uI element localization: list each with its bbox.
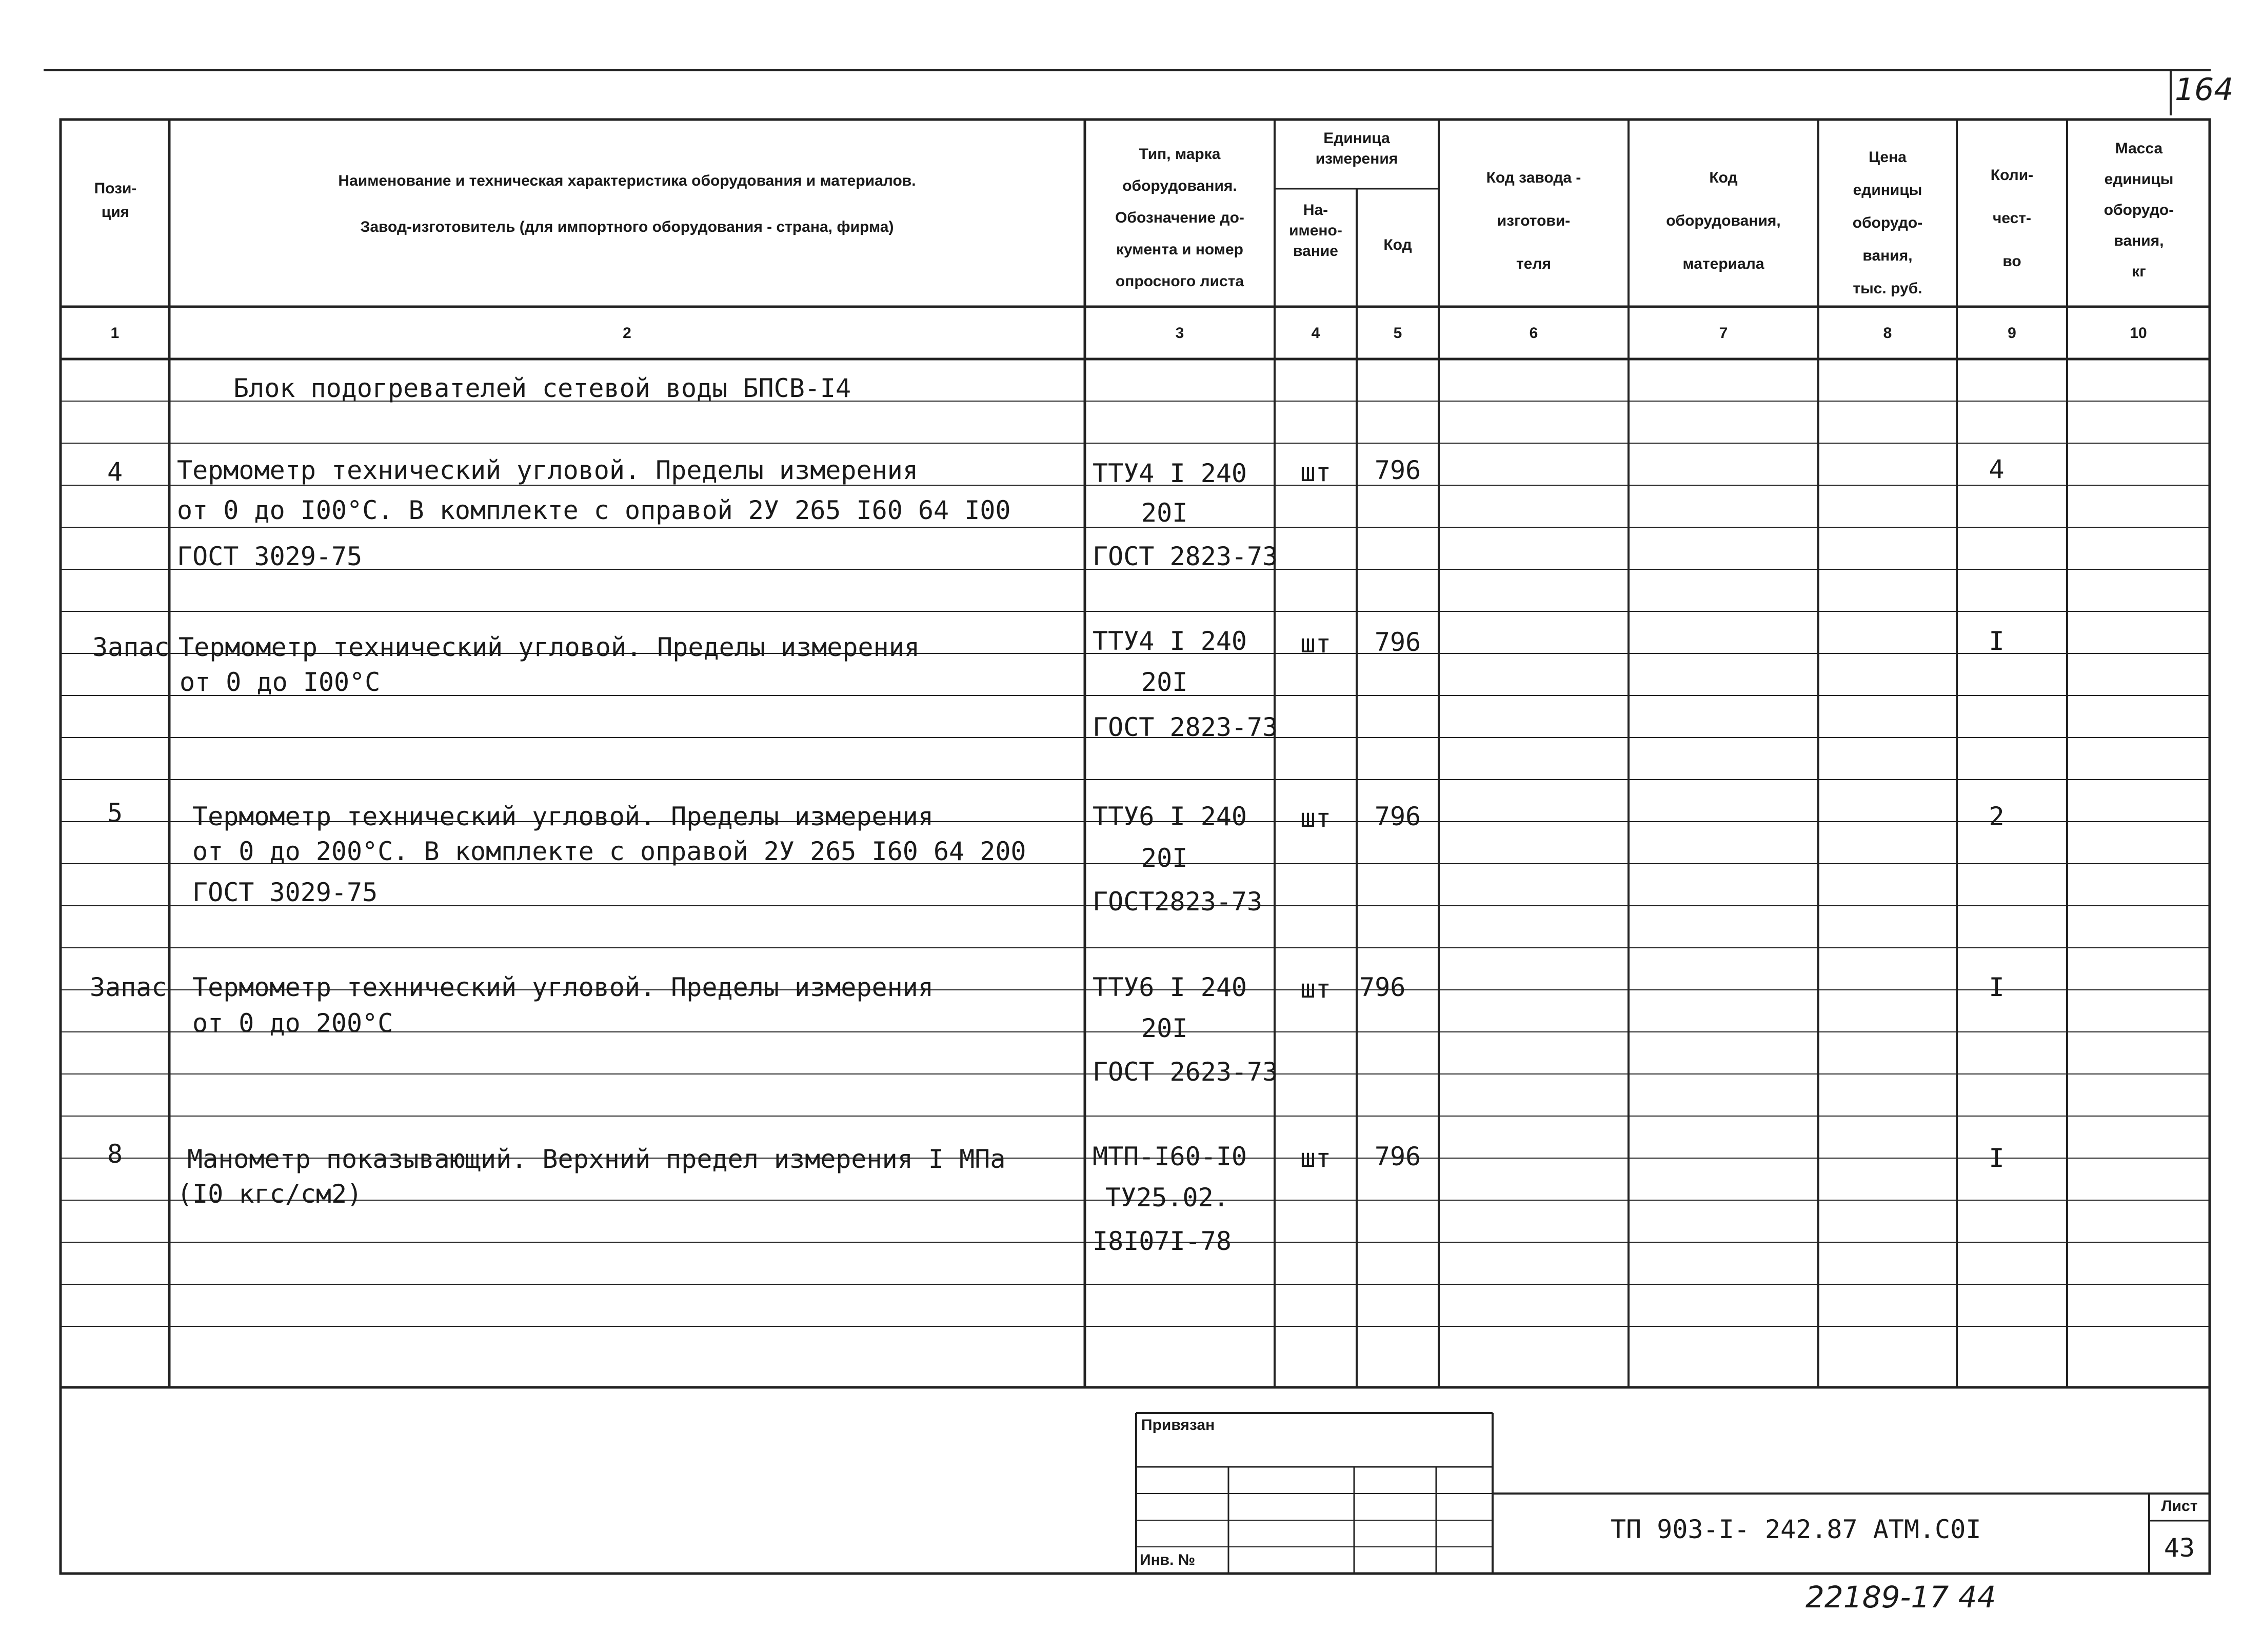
row-name: от 0 до I00°С. В комплекте с оправой 2У 265 I60 64 I00	[177, 495, 1011, 525]
header-unit-name: На- имено- вание	[1289, 202, 1342, 260]
column-number-8: 8	[1883, 325, 1892, 342]
column-number-9: 9	[2008, 325, 2016, 342]
row-unit: шт	[1300, 1143, 1332, 1173]
row-type: 20I	[1141, 498, 1188, 528]
column-number-2: 2	[623, 325, 631, 342]
stamp-privyazan-label: Привязан	[1141, 1417, 1215, 1434]
row-position: 5	[107, 798, 123, 828]
row-unit: шт	[1300, 457, 1332, 487]
row-type: I8I07I-78	[1093, 1226, 1232, 1256]
row-unit: шт	[1300, 974, 1332, 1004]
row-type: ГОСТ 2823-73	[1093, 712, 1278, 742]
row-position: 8	[107, 1139, 123, 1169]
row-code: 796	[1359, 972, 1406, 1002]
row-name: от 0 до 200°С. В комплекте с оправой 2У 265 I60 64 200	[192, 837, 1026, 866]
row-quantity: I	[1989, 972, 2004, 1002]
row-code: 796	[1374, 1142, 1421, 1171]
handwritten-archive-number: 22189-17 44	[1805, 1580, 1996, 1615]
row-type: ГОСТ2823-73	[1093, 887, 1263, 917]
column-number-6: 6	[1529, 325, 1538, 342]
row-position: Запас	[90, 972, 167, 1002]
row-type: 20I	[1141, 843, 1188, 873]
row-unit: шт	[1300, 803, 1332, 833]
row-quantity: I	[1989, 626, 2004, 656]
row-type: ТТУ6 I 240	[1093, 972, 1247, 1002]
row-position: Запас	[92, 632, 170, 662]
sheet-number: 43	[2163, 1533, 2195, 1563]
row-quantity: 4	[1989, 454, 2004, 484]
row-name: Термометр технический угловой. Пределы измерения	[177, 455, 918, 485]
row-name: (I0 кгс/см2)	[177, 1179, 363, 1209]
section-title: Блок подогревателей сетевой воды БПСВ-I4	[233, 373, 851, 403]
row-type: МТП-I60-I0	[1093, 1142, 1247, 1171]
row-name: Термометр технический угловой. Пределы измерения	[178, 632, 920, 662]
row-unit: шт	[1300, 629, 1332, 659]
column-number-10: 10	[2130, 325, 2147, 342]
header-factory-code: Код завода - изготови- теля	[1486, 169, 1581, 272]
row-type: ГОСТ 2623-73	[1093, 1057, 1278, 1087]
column-number-3: 3	[1175, 325, 1184, 342]
row-name: ГОСТ 3029-75	[177, 542, 363, 571]
stamp-inv-label: Инв. №	[1140, 1551, 1196, 1568]
row-name: от 0 до I00°С	[180, 667, 381, 697]
row-code: 796	[1374, 802, 1421, 831]
row-code: 796	[1374, 455, 1421, 485]
row-type: 20I	[1141, 667, 1188, 697]
row-quantity: I	[1989, 1143, 2004, 1173]
column-number-4: 4	[1311, 325, 1320, 342]
row-name: Манометр показывающий. Верхний предел измерения I МПа	[187, 1144, 1006, 1174]
row-position: 4	[107, 457, 123, 487]
header-name: Наименование и техническая характеристика оборудования и материалов.	[338, 172, 916, 189]
row-type: ТТУ4 I 240	[1093, 626, 1247, 656]
column-number-5: 5	[1393, 325, 1402, 342]
row-name: ГОСТ 3029-75	[192, 878, 378, 907]
header-manufacturer: Завод-изготовитель (для импортного оборудования - страна, фирма)	[360, 218, 894, 235]
header-equipment-code: Код оборудования, материала	[1666, 169, 1781, 272]
row-type: 20I	[1141, 1013, 1188, 1043]
row-code: 796	[1374, 627, 1421, 657]
row-name: от 0 до 200°С	[192, 1008, 393, 1038]
row-name: Термометр технический угловой. Пределы измерения	[192, 972, 934, 1002]
header-quantity: Коли- чест- во	[1990, 167, 2034, 270]
column-number-7: 7	[1719, 325, 1728, 342]
row-type: ТУ25.02.	[1105, 1183, 1229, 1212]
row-type: ТТУ6 I 240	[1093, 802, 1247, 831]
header-unit-group: Единица измерения	[1315, 130, 1398, 167]
column-number-1: 1	[110, 325, 120, 342]
sheet-label: Лист	[2161, 1498, 2198, 1515]
row-name: Термометр технический угловой. Пределы измерения	[192, 802, 934, 831]
corner-page-mark: 164	[2175, 72, 2234, 108]
row-type: ТТУ4 I 240	[1093, 459, 1247, 488]
header-price: Цена единицы оборудо- вания, тыс. руб.	[1852, 149, 1923, 297]
document-code: ТП 903-I- 242.87 АТМ.С0I	[1611, 1515, 1981, 1544]
row-quantity: 2	[1989, 802, 2004, 831]
header-mass: Масса единицы оборудо- вания, кг	[2103, 140, 2174, 280]
row-type: ГОСТ 2823-73	[1093, 542, 1278, 571]
header-type: Тип, марка оборудования. Обозначение до- кумента и номер опросного листа	[1115, 146, 1244, 290]
header-position: Пози- ция	[94, 180, 137, 221]
header-unit-code: Код	[1383, 236, 1412, 253]
